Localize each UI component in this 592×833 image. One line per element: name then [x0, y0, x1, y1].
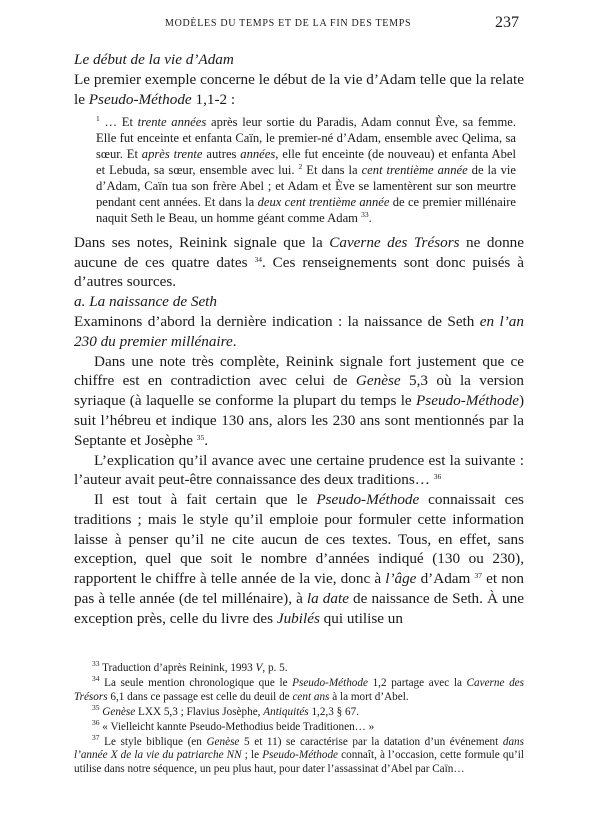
footnote: $^{37}$ Le style biblique (en Genèse 5 et 11) se caractérise par la datation d’un événement dans l’année X de la vie du patriarche NN ; le Pseudo-Méthode connaît, à l’occasion, cette formule qu’il utilise dans notre séquence, un peu plus haut, pour dater l’assassinat d’Abel par Caïn…	[74, 732, 524, 776]
section-heading: a. La naissance de Seth	[74, 293, 217, 311]
block-quote: $^1$ … Et trente années après leur sortie du Paradis, Adam connut Ève, sa femme. Elle fut enceinte et enfanta Caïn, le premier-né d’Adam, ensemble avec Qelima, sa sœur. Et après trente autres années, elle fut enceinte (de nouveau) et enfanta Abel et Lebuda, sa sœur, ensemble avec lui. $^2$ Et dans la cent trentième année de la vie d’Adam, Caïn tua son frère Abel ; et Adam et Ève se lamentèrent sur son meurtre pendant cent années. Et dans la deux cent trentième année de ce premier millénaire naquit Seth le Beau, un homme géant comme Adam $^{33}$.	[96, 114, 517, 225]
paragraph: Dans ses notes, Reinink signale que la Caverne des Trésors ne donne aucune de ces quatre dates $^{34}$. Ces renseignements sont donc puisés à d’autres sources.	[74, 233, 525, 291]
running-head: MODÈLES DU TEMPS ET DE LA FIN DES TEMPS	[165, 18, 412, 29]
footnote-ref: 35	[196, 432, 205, 442]
paragraph: Examinons d’abord la dernière indication : la naissance de Seth en l’an 230 du premier millénaire.	[74, 312, 524, 350]
footnote: $^{35}$ Genèse LXX 5,3 ; Flavius Josèphe, Antiquités 1,2,3 § 67.	[92, 702, 359, 718]
main-text	[74, 50, 524, 629]
page-number: 237	[495, 14, 519, 31]
section-heading: Le début de la vie d’Adam	[74, 51, 234, 68]
footnote: $^{34}$ La seule mention chronologique que le Pseudo-Méthode 1,2 partage avec la Caverne des Trésors 6,1 dans ce passage est celle du deuil de cent ans à la mort d’Abel.	[74, 673, 524, 703]
paragraph: L’explication qu’il avance avec une certaine prudence est la suivante : l’auteur avait peut-être connaissance des deux traditions… $^{36}$	[74, 451, 524, 489]
paragraph: Le premier exemple concerne le début de la vie d’Adam telle que la relate le Pseudo-Méthode 1,1-2 :	[74, 70, 524, 108]
footnote: $^{36}$ « Vielleicht kannte Pseudo-Methodius beide Traditionen… »	[92, 717, 375, 733]
paragraph: Dans une note très complète, Reinink signale fort justement que ce chiffre est en contradiction avec celui de Genèse 5,3 où la version syriaque (à laquelle se conforme la plupart du temps le Pseudo-Méthode) suit l’hébreu et indique 130 ans, alors les 230 ans sont mentionnés par la Septante et Josèphe $^{35}$.	[74, 352, 524, 449]
footnote-ref: 34	[254, 254, 262, 264]
footnote: $^{33}$ Traduction d’après Reinink, 1993 V, p. 5.	[92, 659, 288, 674]
paragraph: Il est tout à fait certain que le Pseudo-Méthode connaissait ces traditions ; mais le style qu’il emploie pour formuler cette information laisse à penser qu’il ne cite aucun de ces textes. Tous, en effet, sans exception, quel que soit le nombre d’années indiqué (130 ou 230), rapportent le chiffre à telle année de la vie, donc à l’âge d’Adam $^{37}$ et non pas à telle année (de tel millénaire), à la date de naissance de Seth. À une exception près, celle du livre des Jubilés qui utilise un	[74, 491, 524, 627]
footnotes	[74, 659, 524, 778]
footnote-ref: 36	[433, 472, 442, 482]
footnote-ref: 37	[474, 571, 482, 581]
footnote-ref: 33	[361, 209, 369, 219]
page-header	[0, 14, 592, 34]
